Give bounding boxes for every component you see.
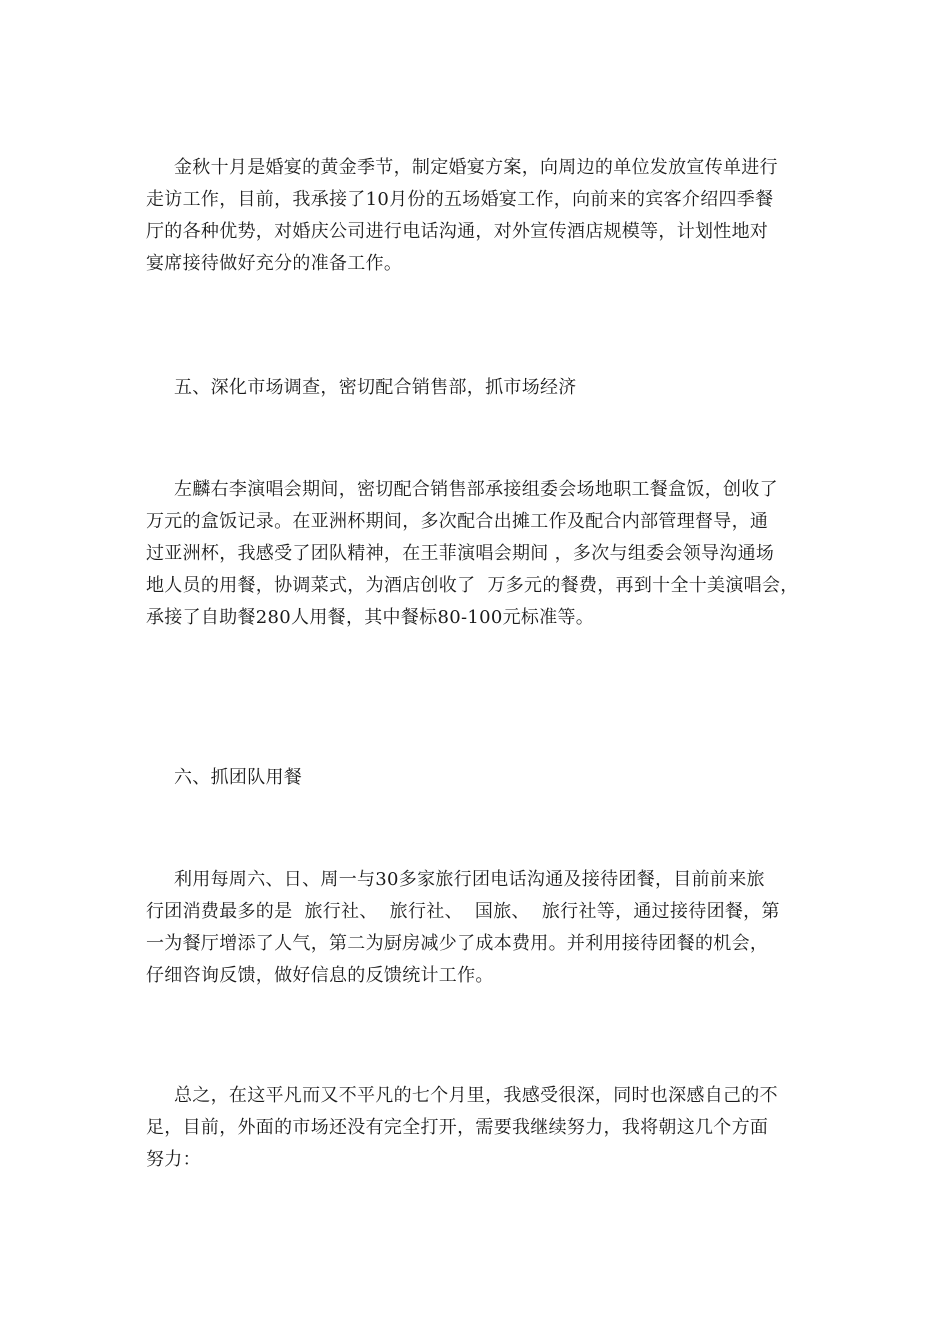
paragraph-line: 金秋十月是婚宴的黄金季节，制定婚宴方案，向周边的单位发放宣传单进行 <box>174 157 778 178</box>
paragraph-line: 地人员的用餐，协调菜式，为酒店创收了 万多元的餐费，再到十全十美演唱会， <box>146 575 799 596</box>
paragraph-line: 宴席接待做好充分的准备工作。 <box>146 253 403 274</box>
section-heading-five: 五、深化市场调查，密切配合销售部，抓市场经济 <box>174 377 577 398</box>
paragraph-line: 万元的盒饭记录。在亚洲杯期间，多次配合出摊工作及配合内部管理督导，通 <box>146 511 769 532</box>
paragraph-line: 利用每周六、日、周一与30多家旅行团电话沟通及接待团餐，目前前来旅 <box>174 869 765 890</box>
paragraph-line: 过亚洲杯，我感受了团队精神，在王菲演唱会期间 ，多次与组委会领导沟通场 <box>146 543 775 564</box>
paragraph-line: 足，目前，外面的市场还没有完全打开，需要我继续努力，我将朝这几个方面 <box>146 1117 769 1138</box>
paragraph-wedding-season <box>146 152 826 280</box>
paragraph-line: 仔细咨询反馈，做好信息的反馈统计工作。 <box>146 965 494 986</box>
paragraph-line: 行团消费最多的是 旅行社、 旅行社、 国旅、 旅行社等，通过接待团餐，第 <box>146 901 780 922</box>
paragraph-group-dining <box>146 864 826 992</box>
paragraph-line: 承接了自助餐280人用餐，其中餐标80-100元标准等。 <box>146 607 595 628</box>
paragraph-line: 努力： <box>146 1149 201 1170</box>
section-heading-six: 六、抓团队用餐 <box>174 767 303 788</box>
paragraph-concert-catering <box>146 474 826 634</box>
paragraph-line: 厅的各种优势，对婚庆公司进行电话沟通，对外宣传酒店规模等，计划性地对 <box>146 221 769 242</box>
paragraph-conclusion <box>146 1080 826 1176</box>
paragraph-line: 左麟右李演唱会期间，密切配合销售部承接组委会场地职工餐盒饭，创收了 <box>174 479 778 500</box>
paragraph-line: 一为餐厅增添了人气，第二为厨房减少了成本费用。并利用接待团餐的机会， <box>146 933 769 954</box>
paragraph-line: 走访工作，目前，我承接了10月份的五场婚宴工作，向前来的宾客介绍四季餐 <box>146 189 774 210</box>
paragraph-line: 总之，在这平凡而又不平凡的七个月里，我感受很深，同时也深感自己的不 <box>174 1085 778 1106</box>
